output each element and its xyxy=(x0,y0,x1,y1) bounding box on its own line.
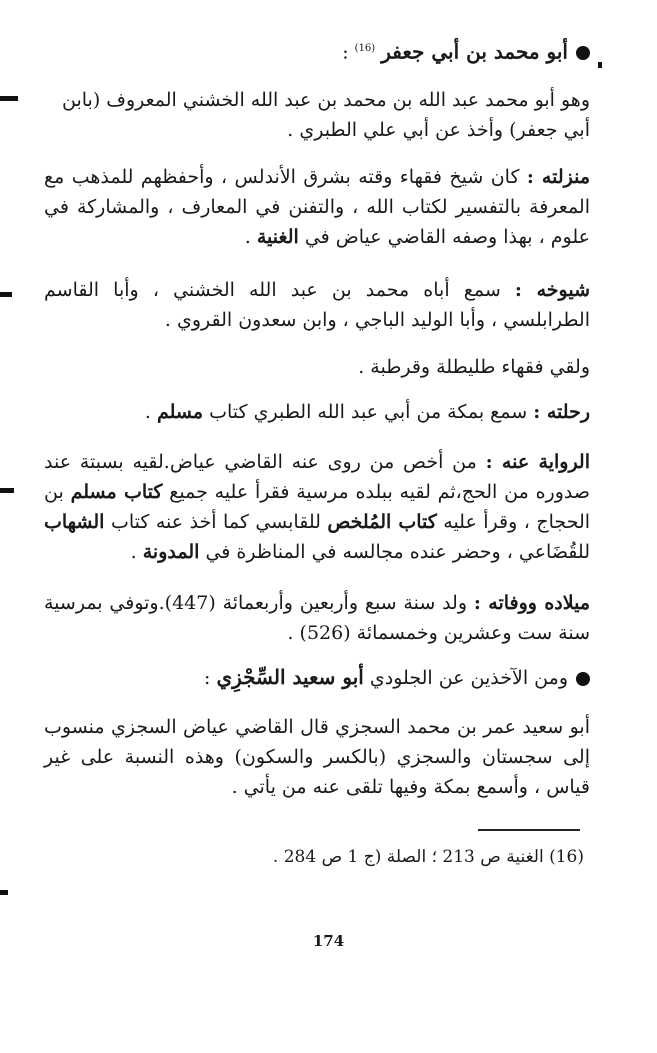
entry1-rihla-paragraph xyxy=(44,397,590,427)
entry1-title: أبو محمد بن أبي جعفر xyxy=(381,39,568,64)
rihla-label: رحلته : xyxy=(533,401,590,423)
entry2-intro: ومن الآخذين عن الجلودي xyxy=(369,667,568,689)
entry1-intro-line2: أبي جعفر) وأخذ عن أبي علي الطبري . xyxy=(287,119,590,141)
shuyukh-text: سمع أباه محمد بن عبد الله الخشني ، وأبا القاسم الطرابلسي ، وأبا الوليد الباجي ، وابن سعدون القروي . xyxy=(44,279,590,331)
page-number: 174 xyxy=(312,932,345,950)
entry2-body xyxy=(44,712,590,802)
footnote: (16) الغنية ص 213 ؛ الصلة (ج 1 ص 284 . xyxy=(272,847,584,867)
entry2-text: أبو سعيد عمر بن محمد السجزي قال القاضي عياض السجزي منسوب إلى سجستان والسجزي (بالكسر والسكون) وهذه النسبة على غير قياس ، وأسمع بمكة وفيها تلقى عنه من يأتي . xyxy=(44,716,590,798)
entry1-manzila-paragraph xyxy=(44,162,590,252)
milad-text: ولد سنة سبع وأربعين وأربعمائة (447).وتوفي بمرسية سنة ست وعشرين وخمسمائة (526) . xyxy=(44,592,590,644)
rihla-book: مسلم xyxy=(157,401,204,423)
entry1-intro xyxy=(44,85,590,145)
riwaya-book4: المدونة xyxy=(142,541,200,563)
scan-mark-left-1 xyxy=(0,96,18,101)
entry1-intro-line1: وهو أبو محمد عبد الله بن محمد بن عبد الله الخشني المعروف (بابن xyxy=(61,89,590,111)
entry1-shuyukh-paragraph xyxy=(44,275,590,335)
scan-mark-right-1 xyxy=(598,62,602,68)
riwaya-text2: بن الحجاج ، وقرأ عليه xyxy=(44,481,591,533)
milad-label: ميلاده ووفاته : xyxy=(473,592,591,614)
riwaya-text4: للقُضَاعي ، وحضر عنده مجالسه في المناظرة في xyxy=(205,541,590,563)
bullet-icon xyxy=(576,46,590,60)
manzila-text2: بهذا وصفه القاضي عياض في xyxy=(304,226,533,248)
riwaya-end: . xyxy=(130,541,137,563)
entry1-laqi-paragraph xyxy=(44,352,590,382)
scan-mark-left-4 xyxy=(0,890,8,895)
scan-mark-left-2 xyxy=(0,292,12,297)
riwaya-book3: الشهاب xyxy=(44,511,105,533)
entry1-milad-paragraph xyxy=(44,588,590,648)
entry2-heading-line xyxy=(44,662,590,693)
laqi-text: ولقي فقهاء طليطلة وقرطبة . xyxy=(358,356,590,378)
rihla-text: سمع بمكة من أبي عبد الله الطبري كتاب xyxy=(209,401,528,423)
riwaya-text3: للقابسي كما أخذ عنه كتاب xyxy=(110,511,321,533)
footnote-separator xyxy=(478,829,580,831)
riwaya-book1: كتاب مسلم xyxy=(70,481,163,503)
bullet-icon xyxy=(576,672,590,686)
manzila-label: منزلته : xyxy=(526,166,591,188)
entry2-colon: : xyxy=(203,667,211,689)
shuyukh-label: شيوخه : xyxy=(514,279,590,301)
riwaya-label: الرواية عنه : xyxy=(485,451,590,473)
manzila-book: الغنية xyxy=(256,226,299,248)
scan-mark-left-3 xyxy=(0,488,14,493)
entry2-title: أبو سعيد السِّجْزِي xyxy=(216,665,364,689)
rihla-end: . xyxy=(144,401,151,423)
entry1-colon: : xyxy=(342,41,349,64)
riwaya-book2: كتاب المُلخص xyxy=(327,511,437,533)
footnote-ref: (16) xyxy=(354,43,376,54)
riwaya-text1: من أخص من روى عنه القاضي عياض.لقيه بسبتة عند صدوره من الحج،ثم لقيه ببلده مرسية فقرأ عليه جميع xyxy=(44,451,590,503)
manzila-end: . xyxy=(244,226,251,248)
entry1-riwaya-paragraph xyxy=(44,447,590,567)
entry1-heading-line xyxy=(44,34,590,67)
manzila-text1: كان شيخ فقهاء وقته بشرق الأندلس ، وأحفظهم للمذهب مع المعرفة بالتفسير لكتاب الله ، والتفنن في المعارف ، والمشاركة في علوم ، xyxy=(44,166,590,248)
